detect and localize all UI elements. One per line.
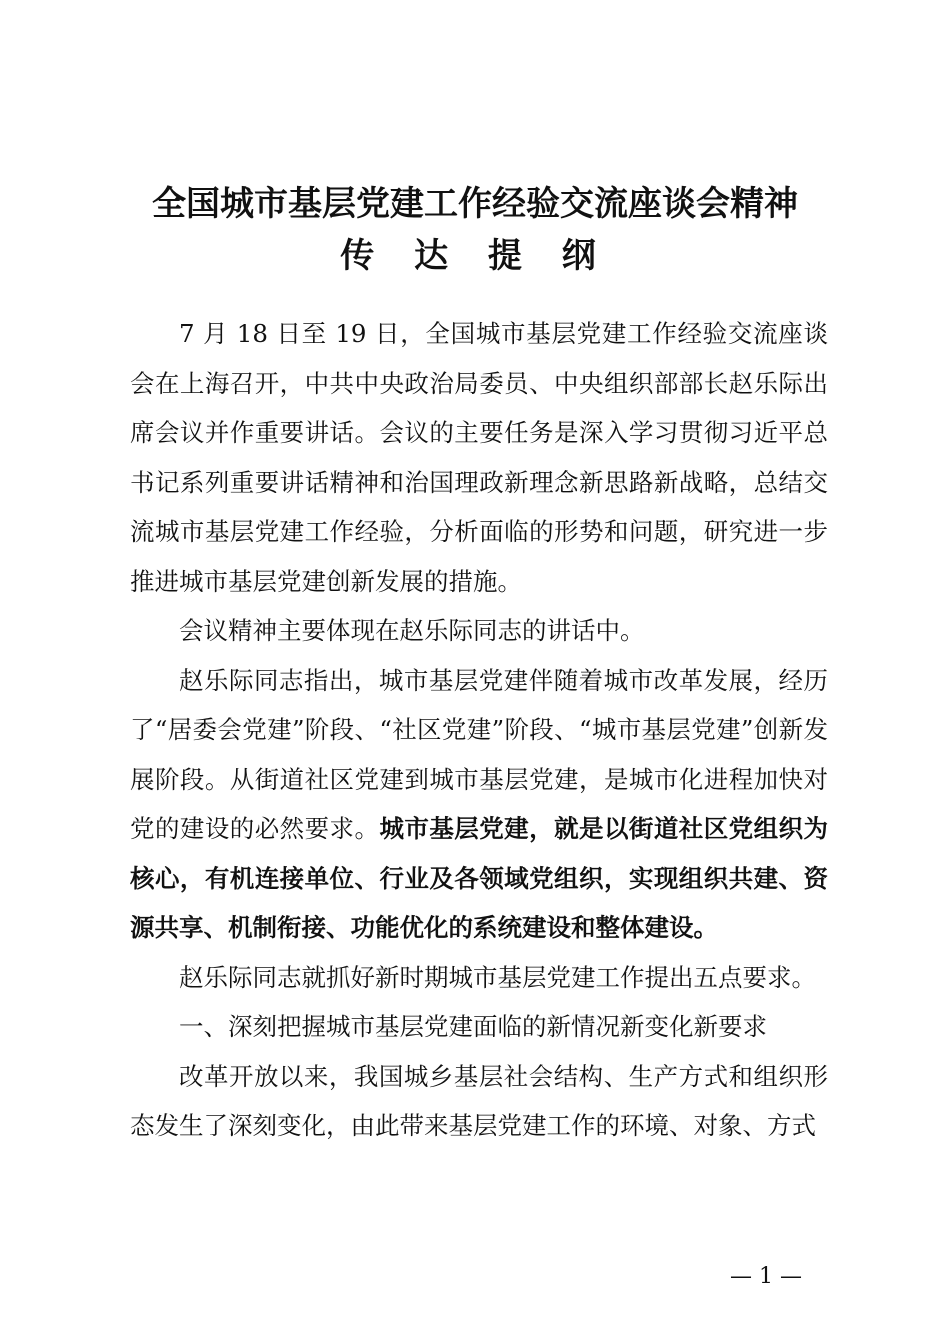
paragraph-zhao-text: 赵乐际同志指出，城市基层党建伴随着城市改革发展，经历了“居委会党建”阶段、“社区党建”阶段、“城市基层党建”创新发展阶段。从街道社区党建到城市基层党建，是城市化进程加快对党的建设的必然要求。	[130, 665, 828, 843]
paragraph-zhao-remarks	[130, 656, 828, 953]
page-number: — 1 —	[730, 1264, 802, 1289]
document-subtitle: 传 达 提 纲	[340, 236, 610, 276]
paragraph-five-requirements: 赵乐际同志就抓好新时期城市基层党建工作提出五点要求。	[179, 962, 816, 992]
document-body	[130, 309, 828, 1151]
paragraph-intro: 7 月 18 日至 19 日，全国城市基层党建工作经验交流座谈会在上海召开，中共中央政治局委员、中央组织部部长赵乐际出席会议并作重要讲话。会议的主要任务是深入学习贯彻习近平总书记系列重要讲话精神和治国理政新理念新思路新战略，总结交流城市基层党建工作经验，分析面临的形势和问题，研究进一步推进城市基层党建创新发展的措施。	[130, 319, 828, 596]
paragraph-reform: 改革开放以来，我国城乡基层社会结构、生产方式和组织形态发生了深刻变化，由此带来基层党建工作的环境、对象、方式	[130, 1061, 828, 1140]
section-heading-1: 一、深刻把握城市基层党建面临的新情况新变化新要求	[179, 1012, 767, 1041]
paragraph-summary: 会议精神主要体现在赵乐际同志的讲话中。	[179, 616, 645, 645]
document-title: 全国城市基层党建工作经验交流座谈会精神	[152, 184, 798, 224]
paragraph-zhao-bold-definition: 城市基层党建，就是以街道社区党组织为核心，有机连接单位、行业及各领域党组织，实现组织共建、资源共享、机制衔接、功能优化的系统建设和整体建设。	[130, 814, 829, 942]
